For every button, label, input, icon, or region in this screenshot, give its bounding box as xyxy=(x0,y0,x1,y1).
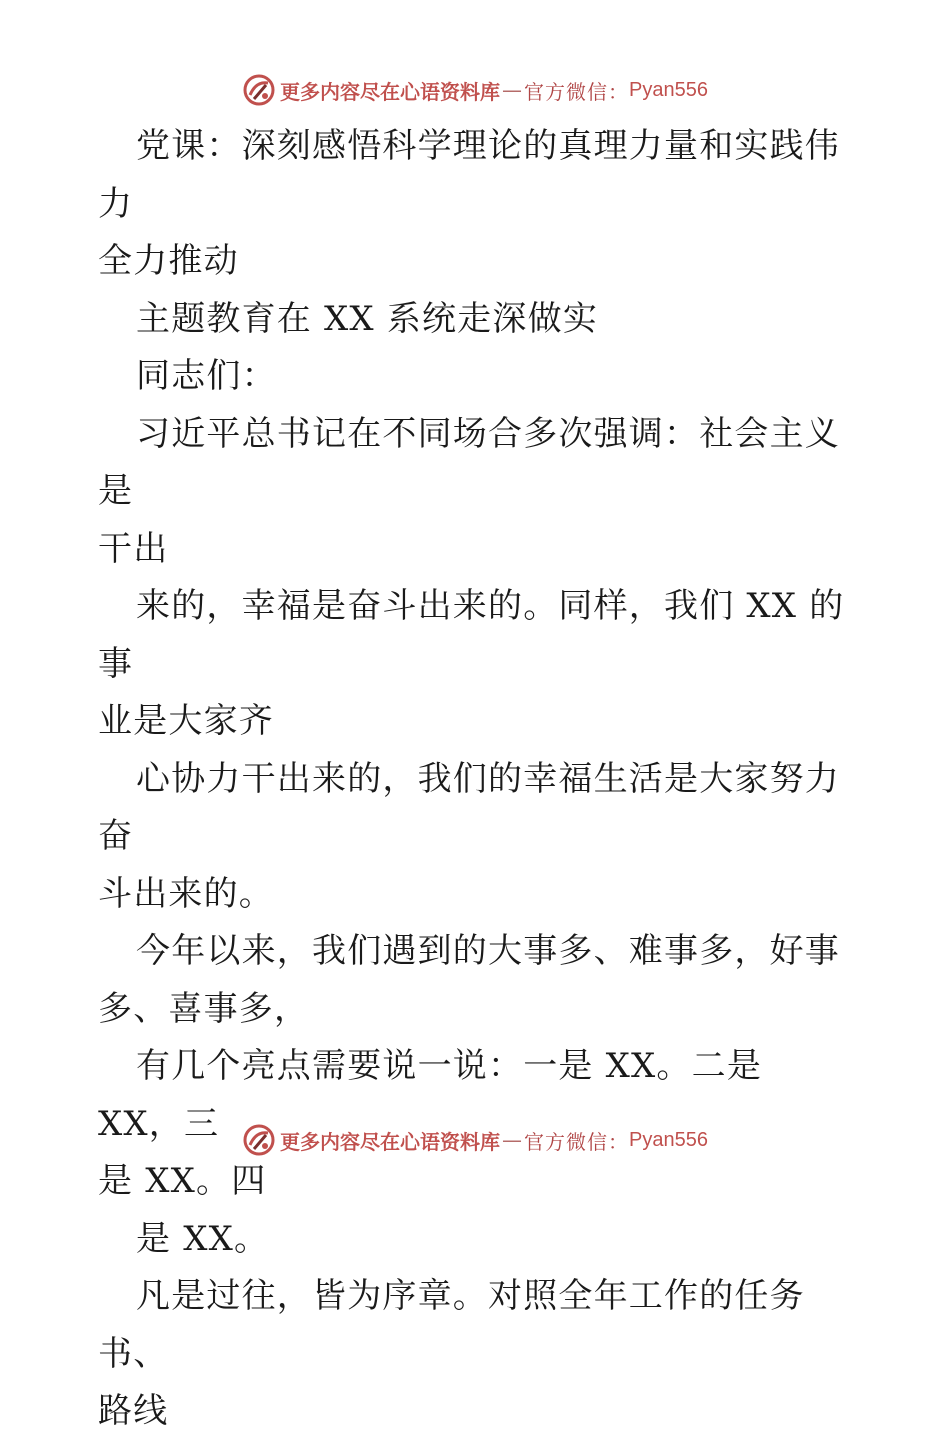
footer-wechat-id: Pyan556 xyxy=(629,1128,708,1151)
header-wechat-label: 官方微信： xyxy=(524,79,630,104)
doc-line: 全力推动 xyxy=(98,241,239,281)
footer-wechat-label: 官方微信： xyxy=(524,1129,630,1154)
header-tagline: 更多内容尽在心语资料库 xyxy=(280,79,501,104)
header-wechat-id: Pyan556 xyxy=(629,78,708,101)
doc-line: 同志们： xyxy=(136,356,277,396)
doc-line: 习近平总书记在不同场合多次强调：社会主义是 xyxy=(98,413,840,511)
brand-logo-icon xyxy=(242,1123,276,1157)
brand-logo-icon xyxy=(242,73,276,107)
doc-line: 是 XX。四 xyxy=(98,1161,267,1201)
doc-line: 今年以来，我们遇到的大事多、难事多，好事 xyxy=(136,931,840,971)
header-separator: — xyxy=(502,78,523,102)
doc-line: 干出 xyxy=(98,528,169,569)
footer-banner xyxy=(0,1120,950,1160)
header-banner xyxy=(0,70,950,110)
footer-separator: — xyxy=(502,1128,523,1152)
document-body xyxy=(98,118,858,1441)
doc-line: 是 XX。 xyxy=(136,1218,270,1259)
doc-line: 来的，幸福是奋斗出来的。同样，我们 XX 的事 xyxy=(98,586,845,684)
doc-line: 多、喜事多， xyxy=(98,988,310,1029)
doc-line: 业是大家齐 xyxy=(98,701,274,741)
doc-line: 心协力干出来的，我们的幸福生活是大家努力奋 xyxy=(98,758,840,856)
footer-tagline: 更多内容尽在心语资料库 xyxy=(280,1129,501,1154)
doc-line: 党课：深刻感悟科学理论的真理力量和实践伟力 xyxy=(98,126,840,224)
doc-line: 主题教育在 XX 系统走深做实 xyxy=(136,298,599,339)
doc-line: 凡是过往，皆为序章。对照全年工作的任务书、 xyxy=(98,1276,805,1374)
doc-line: 有几个亮点需要说一说：一是 XX。二是 XX，三 xyxy=(98,1046,763,1144)
doc-line: 斗出来的。 xyxy=(98,873,274,914)
doc-line: 路线 xyxy=(98,1391,169,1431)
